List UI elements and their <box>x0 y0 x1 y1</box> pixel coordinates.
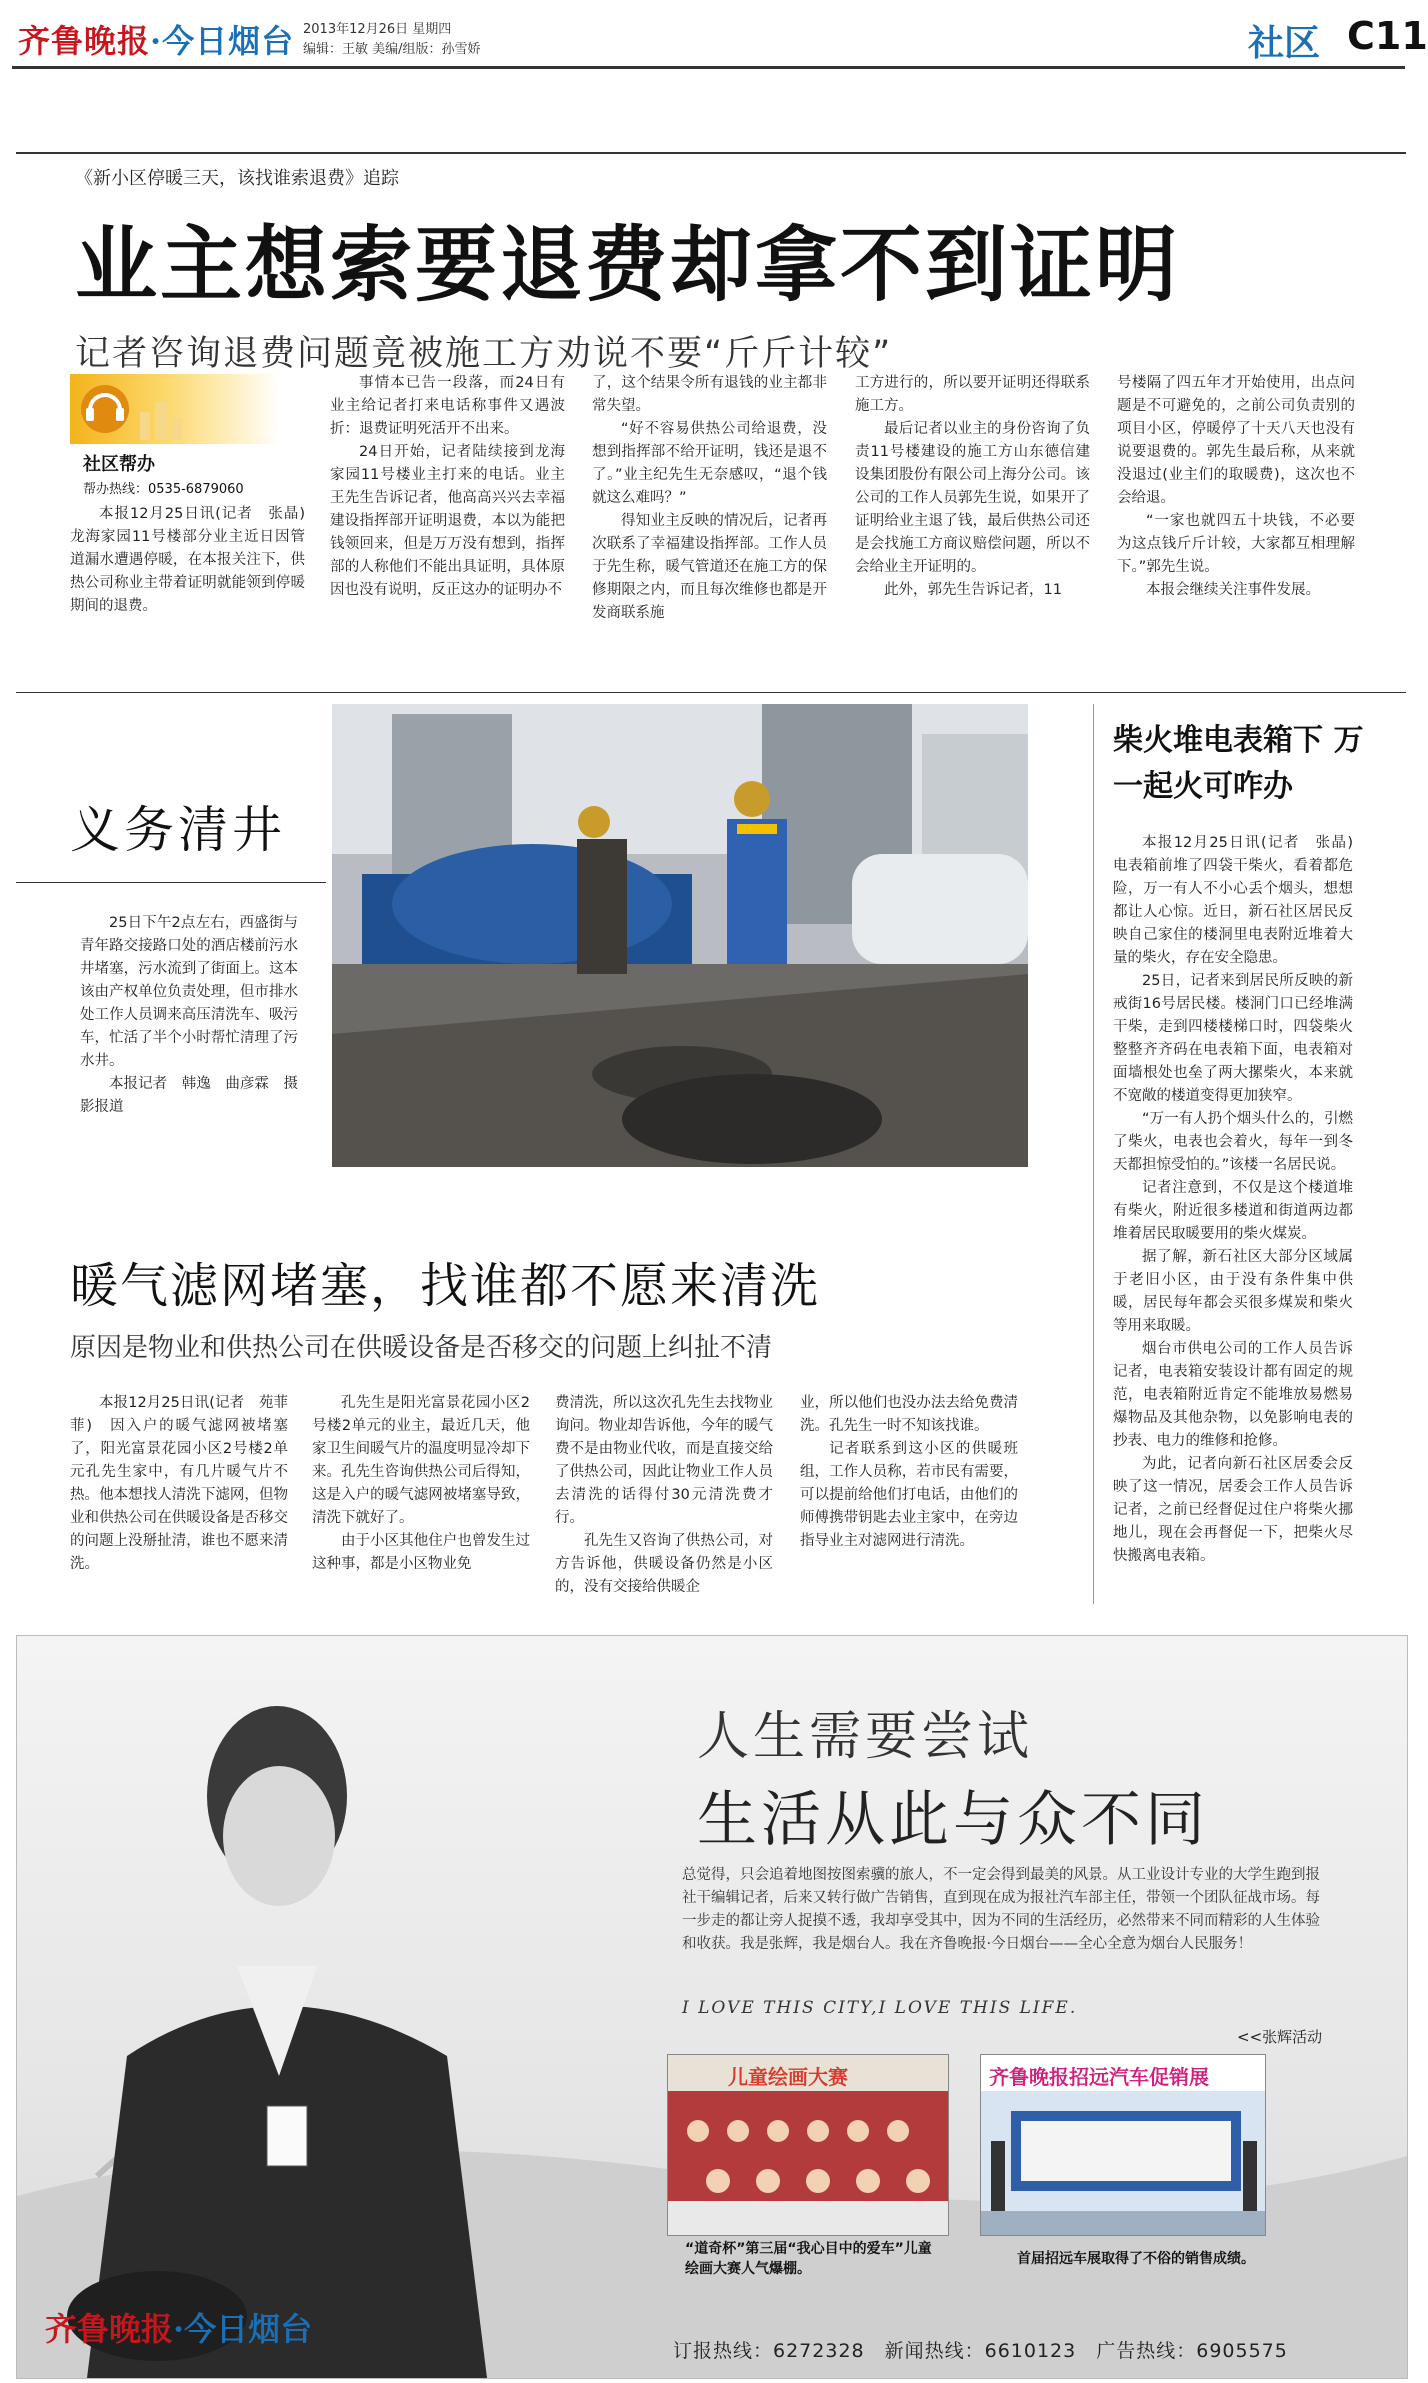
community-help-logo <box>70 374 280 444</box>
story3-p3: “万一有人扔个烟头什么的，引燃了柴火，电表也会着火，每年一到冬天都担惊受怕的。”该楼一名居民说。 <box>1113 1111 1353 1173</box>
section-name: 社区 <box>1248 23 1321 64</box>
story1-column-2 <box>330 372 565 602</box>
story1-column-1 <box>70 503 320 618</box>
story1-col5-p3: 本报会继续关注事件发展。 <box>1146 582 1320 598</box>
masthead-brand <box>18 16 294 62</box>
story4-col3-p1: 费清洗，所以这次孔先生去找物业询问。物业却告诉他，今年的暖气费不是由物业代收，而是直接交给了供热公司，因此让物业工作人员去清洗的话得付30元清洗费才行。 <box>555 1395 773 1526</box>
story3-p1: 本报12月25日讯(记者 张晶) 电表箱前堆了四袋干柴火，看着都危险，万一有人不小心丢个烟头，想想都让人心惊。近日，新石社区居民反映自己家住的楼洞里电表附近堆着大量的柴火，存在安全隐患。 <box>1113 835 1368 966</box>
story3-headline: 柴火堆电表箱下 万一起火可咋办 <box>1113 723 1364 804</box>
story4-col4-p2: 记者联系到这小区的供暖班组，工作人员称，若市民有需要，可以提前给他们打电话，由他们的师傅携带钥匙去业主家中，在旁边指导业主对滤网进行清洗。 <box>800 1441 1018 1549</box>
painting-contest-photo <box>667 2054 949 2236</box>
story1-kicker: 《新小区停暖三天，该找谁索退费》追踪 <box>75 168 399 189</box>
painting-contest-banner: 儿童绘画大赛 <box>728 2065 848 2089</box>
story1-headline: 业主想索要退费却拿不到证明 <box>75 218 1181 313</box>
story4-col3-p2: 孔先生又咨询了供热公司，对方告诉他，供暖设备仍然是小区的，没有交接给供暖企 <box>555 1533 773 1595</box>
story1-column-5 <box>1117 372 1355 602</box>
story3-p7: 为此，记者向新石社区居委会反映了这一情况，居委会工作人员告诉记者，之前已经督促过住户将柴火挪地儿，现在会再督促一下，把柴火尽快搬离电表箱。 <box>1113 1456 1353 1564</box>
ad-title-2: 生活从此与众不同 <box>697 1785 1209 1855</box>
ad-brand-name: 齐鲁晚报 <box>45 2310 174 2348</box>
story3-body <box>1113 832 1368 1568</box>
story1-col4-p3: 此外，郭先生告诉记者，11 <box>884 582 1062 598</box>
story1-subhead: 记者咨询退费问题竟被施工方劝说不要“斤斤计较” <box>75 334 893 374</box>
community-help-label: 社区帮办 <box>83 454 155 475</box>
ad-brand-logo <box>45 2304 312 2350</box>
story1-column-3 <box>592 372 827 625</box>
painting-contest-caption: “道奇杯”第三届“我心目中的爱车”儿童绘画大赛人气爆棚。 <box>685 2241 932 2277</box>
column-divider <box>1093 704 1094 1604</box>
story4-col2-p2: 由于小区其他住户也曾发生过这种事，都是小区物业免 <box>312 1533 530 1572</box>
story1-col4-p2: 最后记者以业主的身份咨询了负责11号楼建设的施工方山东德信建设集团股份有限公司上海分公司。该公司的工作人员郭先生说，如果开了证明给业主退了钱，最后供热公司还是会找施工方商议赔偿问题，所以不会给业主开证明的。 <box>855 421 1090 575</box>
story4-subhead: 原因是物业和供热公司在供暖设备是否移交的问题上纠扯不清 <box>70 1333 773 1363</box>
car-show-photo <box>980 2054 1266 2236</box>
story2-headline: 义务清井 <box>70 801 286 859</box>
story1-top-rule <box>16 152 1406 154</box>
story1-col3-p1: 了，这个结果令所有退钱的业主都非常失望。 <box>592 375 827 414</box>
story1-col1-p1: 本报12月25日讯(记者 张晶) 龙海家园11号楼部分业主近日因管道漏水遭遇停暖，在本报关注下，供热公司称业主带着证明就能领到停暖期间的退费。 <box>70 506 320 614</box>
story1-col5-p1: 号楼隔了四五年才开始使用，出点问题是不可避免的，之前公司负责别的项目小区，停暖停了十天八天也没有说要退费的。郭先生最后称，从来就没退过(业主们的取暖费)，这次也不会给退。 <box>1117 375 1355 506</box>
car-show-banner: 齐鲁晚报招远汽车促销展 <box>989 2065 1209 2089</box>
ad-body: 总觉得，只会追着地图按图索骥的旅人，不一定会得到最美的风景。从工业设计专业的大学生跑到报社干编辑记者，后来又转行做广告销售，直到现在成为报社汽车部主任，带领一个团队征战市场。每一步走的都让旁人捉摸不透，我却享受其中，因为不同的生活经历，必然带来不同而精彩的人生体验和收获。我是张辉，我是烟台人。我在齐鲁晚报·今日烟台——全心全意为烟台人民服务！ <box>682 1867 1320 1952</box>
story1-col2-p2: 24日开始，记者陆续接到龙海家园11号楼业主打来的电话。业主王先生告诉记者，他高高兴兴去幸福建设指挥部开证明退费，本以为能把钱领回来，但是万万没有想到，指挥部的人称他们不能出具证明，具体原因也没有说明，反正这办的证明办不 <box>330 444 565 598</box>
ad-slogan: I LOVE THIS CITY,I LOVE THIS LIFE. <box>682 1998 1078 2018</box>
story4-column-2 <box>312 1392 530 1576</box>
story3-p5: 据了解，新石社区大部分区域属于老旧小区，由于没有条件集中供暖，居民每年都会买很多煤炭和柴火等用来取暖。 <box>1113 1249 1353 1334</box>
ad-brand-sub: ·今日烟台 <box>173 2310 313 2348</box>
story4-column-3 <box>555 1392 773 1599</box>
community-hotline: 帮办热线：0535-6879060 <box>83 482 244 497</box>
header-rule <box>12 66 1405 69</box>
headset-icon <box>70 374 280 444</box>
car-show-caption: 首届招远车展取得了不俗的销售成绩。 <box>1017 2251 1255 2267</box>
ad-activity-label: <<张辉活动 <box>1237 2028 1323 2046</box>
story4-headline: 暖气滤网堵塞，找谁都不愿来清洗 <box>70 1258 821 1314</box>
brand-sub: ·今日烟台 <box>150 22 295 60</box>
story1-col2-p1: 事情本已告一段落，而24日有业主给记者打来电话称事件又遇波折：退费证明死活开不出来。 <box>330 375 565 437</box>
street-cleaning-photo <box>332 704 1028 1167</box>
story1-column-4 <box>855 372 1090 602</box>
story3-p6: 烟台市供电公司的工作人员告诉记者，电表箱安装设计都有固定的规范，电表箱附近肯定不能堆放易燃易爆物品及其他杂物，以免影响电表的抄表、电力的维修和抢修。 <box>1113 1341 1353 1449</box>
ad-hotlines: 订报热线：6272328 新闻热线：6610123 广告热线：6905575 <box>673 2340 1288 2362</box>
editor-credits: 编辑：王敏 美编/组版：孙雪娇 <box>303 42 481 57</box>
advertisement <box>16 1635 1408 2379</box>
story4-col1-p1: 本报12月25日讯(记者 苑菲菲) 因入户的暖气滤网被堵塞了，阳光富景花园小区2号楼2单元孔先生家中，有几片暖气片不热。他本想找人清洗下滤网，但物业和供热公司在供暖设备是否移交的问题上没掰扯清，谁也不愿来清洗。 <box>70 1395 288 1572</box>
story3-p4: 记者注意到，不仅是这个楼道堆有柴火，附近很多楼道和街道两边都堆着居民取暖要用的柴火煤炭。 <box>1113 1180 1353 1242</box>
story1-col3-p3: 得知业主反映的情况后，记者再次联系了幸福建设指挥部。工作人员于先生称，暖气管道还在施工方的保修期限之内，而且每次维修也都是开发商联系施 <box>592 513 827 621</box>
story2-rule <box>16 882 326 883</box>
story3-p2: 25日，记者来到居民所反映的新戒街16号居民楼。楼洞门口已经堆满干柴，走到四楼楼梯口时，四袋柴火整整齐齐码在电表箱下面，电表箱对面墙根处也垒了两大摞柴火，本来就不宽敞的楼道变得更加狭窄。 <box>1113 973 1353 1104</box>
story1-col3-p2: “好不容易供热公司给退费，没想到指挥部不给开证明，钱还是退不了。”业主纪先生无奈感叹，“退个钱就这么难吗？” <box>592 421 827 506</box>
story4-column-4 <box>800 1392 1018 1553</box>
story2-body <box>80 912 298 1119</box>
story1-col5-p2: “一家也就四五十块钱，不必要为这点钱斤斤计较，大家都互相理解下。”郭先生说。 <box>1117 513 1355 575</box>
story4-col4-p1: 业，所以他们也没办法去给免费清洗。孔先生一时不知该找谁。 <box>800 1395 1018 1434</box>
story2-p1: 25日下午2点左右，西盛街与青年路交接路口处的酒店楼前污水井堵塞，污水流到了街面上。这本该由产权单位负责处理，但市排水处工作人员调来高压清洗车、吸污车，忙活了半个小时帮忙清理了污水井。 <box>80 915 298 1069</box>
story1-bottom-rule <box>16 692 1406 693</box>
ad-title-1: 人生需要尝试 <box>697 1707 1034 1767</box>
story2-credit: 本报记者 韩逸 曲彦霖 摄影报道 <box>80 1076 298 1115</box>
story1-col4-p1: 工方进行的，所以要开证明还得联系施工方。 <box>855 375 1090 414</box>
page-number: C11 <box>1347 14 1428 58</box>
brand-name: 齐鲁晚报 <box>18 22 151 60</box>
story4-column-1 <box>70 1392 288 1576</box>
story4-col2-p1: 孔先生是阳光富景花园小区2号楼2单元的业主，最近几天，他家卫生间暖气片的温度明显冷却下来。孔先生咨询供热公司后得知，这是入户的暖气滤网被堵塞导致，清洗下就好了。 <box>312 1395 530 1526</box>
issue-date: 2013年12月26日 星期四 <box>303 22 452 37</box>
